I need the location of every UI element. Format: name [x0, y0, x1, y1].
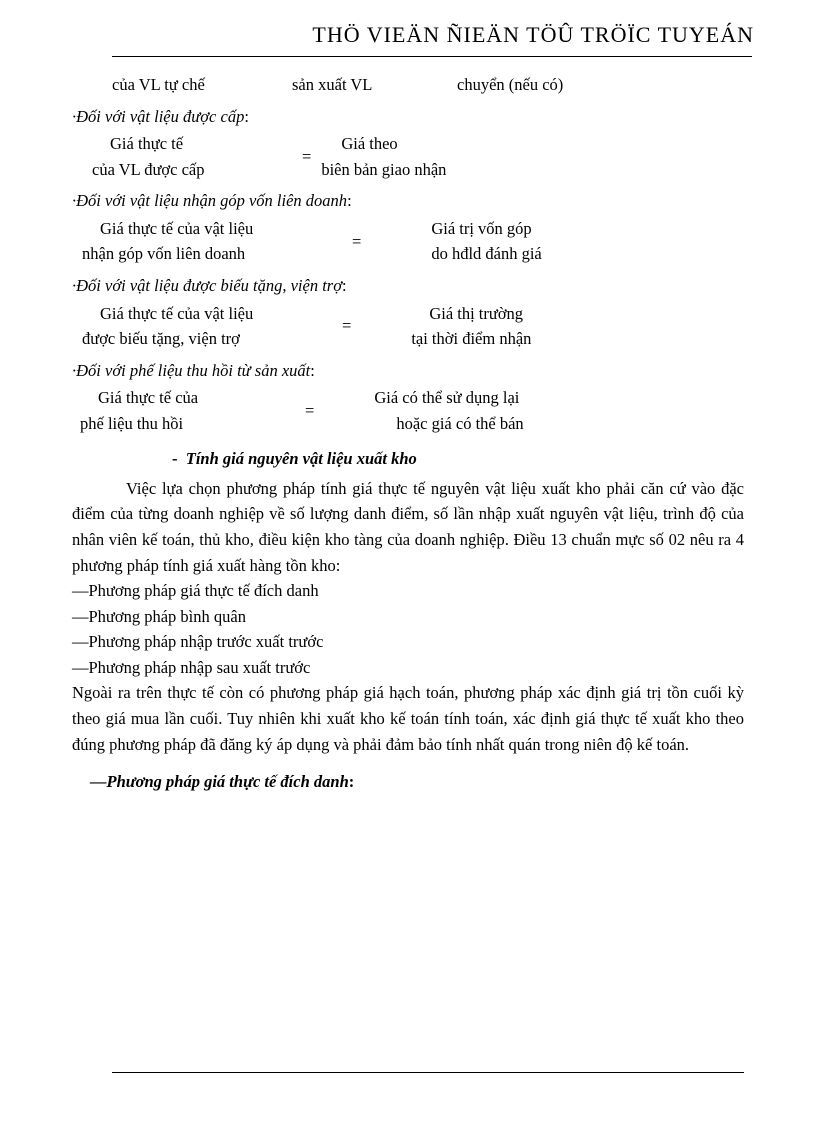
formula-2-lhs-line2: nhận góp vốn liên doanh [82, 244, 246, 264]
section-heading-1-text: ·Đối với vật liệu được cấp [72, 106, 245, 126]
formula-3-lhs-line2: được biếu tặng, viện trợ [82, 329, 240, 349]
formula-2-lhs-line1: Giá thực tế của vật liệu [100, 218, 254, 238]
formula-4-rhs-line2: hoặc giá có thể bán [396, 413, 524, 433]
section-heading-4-text: ·Đối với phế liệu thu hồi từ sản xuất [72, 360, 311, 380]
formula-4-lhs-line1: Giá thực tế của [98, 388, 199, 408]
formula-4-equals: = [305, 400, 315, 420]
formula-1-lhs-line2: của VL được cấp [92, 159, 205, 179]
section-heading-3 [72, 273, 744, 299]
formula-block-1 [92, 131, 744, 182]
header-divider [112, 56, 752, 57]
formula-1-rhs-line1: Giá theo [341, 134, 398, 154]
section-heading-2 [72, 188, 744, 214]
formula-4-lhs [80, 385, 295, 436]
formula-1-rhs [321, 131, 446, 182]
formula-block-2 [82, 216, 744, 267]
formula-1-lhs-line1: Giá thực tế [110, 134, 184, 154]
formula-1-rhs-line2: biên bản giao nhận [321, 159, 447, 179]
formula-2-rhs-line2: do hđld đánh giá [431, 244, 542, 264]
final-heading-colon: : [348, 772, 355, 792]
formula-3-lhs-line1: Giá thực tế của vật liệu [100, 303, 254, 323]
section-heading-1 [72, 104, 744, 130]
formula-3-lhs [82, 301, 332, 352]
paragraph-2: Ngoài ra trên thực tế còn có phương pháp giá hạch toán, phương pháp xác định giá trị tồn cuối kỳ theo giá mua lần cuối. Tuy nhiên khi xuất kho kế toán tính toán, xác định giá thực tế xuất kho theo đúng phương pháp đã đăng ký áp dụng và phải đảm bảo tính nhất quán trong niên độ kế toán. [72, 683, 744, 754]
formula-2-lhs [82, 216, 342, 267]
formula-2-equals: = [352, 231, 362, 251]
formula-1-lhs [92, 131, 292, 182]
formula-block-4 [80, 385, 744, 436]
section-heading-2-text: ·Đối với vật liệu nhận góp vốn liên doanh [72, 191, 348, 211]
header-title: THÖ VIEÄN ÑIEÄN TÖÛ TRÖÏC TUYEÁN [312, 22, 754, 47]
subheading-text: Tính giá nguyên vật liệu xuất kho [185, 449, 417, 469]
top-col-1: của VL tự chế [112, 75, 205, 94]
section-heading-3-colon: : [342, 275, 347, 295]
formula-2-rhs-line1: Giá trị vốn góp [431, 218, 532, 238]
final-heading [90, 769, 744, 795]
subheading [172, 446, 744, 472]
subheading-dash: - [172, 449, 178, 469]
formula-2-rhs [431, 216, 541, 267]
section-heading-2-colon: : [347, 191, 352, 211]
paragraph-1: Việc lựa chọn phương pháp tính giá thực tế nguyên vật liệu xuất kho phải căn cứ vào đặc điểm của từng doanh nghiệp về số lượng danh điểm, số lần nhập xuất nguyên vật liệu, trình độ của nhân viên kế toán, thủ kho, điều kiện kho tàng của doanh nghiệp. Điều 13 chuẩn mực số 02 nêu ra 4 phương pháp tính giá xuất hàng tồn kho: [72, 478, 744, 575]
formula-4-lhs-line2: phế liệu thu hồi [80, 413, 184, 433]
method-item-3: —Phương pháp nhập trước xuất trước [72, 632, 324, 652]
top-col-2: sản xuất VL [292, 75, 373, 94]
formula-4-rhs-line1: Giá có thể sử dụng lại [374, 388, 520, 408]
section-heading-3-text: ·Đối với vật liệu được biếu tặng, viện trợ [72, 275, 343, 295]
formula-3-rhs [411, 301, 531, 352]
section-heading-4 [72, 358, 744, 384]
footer-divider [112, 1072, 744, 1073]
method-item-2: —Phương pháp bình quân [72, 606, 246, 626]
top-columns-row [112, 72, 744, 98]
formula-3-equals: = [342, 316, 352, 336]
final-heading-text: —Phương pháp giá thực tế đích danh [90, 772, 349, 792]
section-heading-1-colon: : [244, 106, 249, 126]
formula-4-rhs [374, 385, 523, 436]
method-item-1: —Phương pháp giá thực tế đích danh [72, 581, 319, 601]
formula-3-rhs-line2: tại thời điểm nhận [411, 329, 532, 349]
method-item-4: —Phương pháp nhập sau xuất trước [72, 657, 311, 677]
formula-3-rhs-line1: Giá thị trường [429, 303, 524, 323]
formula-block-3 [82, 301, 744, 352]
page-header [72, 0, 754, 62]
formula-1-equals: = [302, 146, 312, 166]
top-col-3: chuyển (nếu có) [457, 75, 564, 94]
document-content [72, 62, 744, 795]
section-heading-4-colon: : [310, 360, 315, 380]
